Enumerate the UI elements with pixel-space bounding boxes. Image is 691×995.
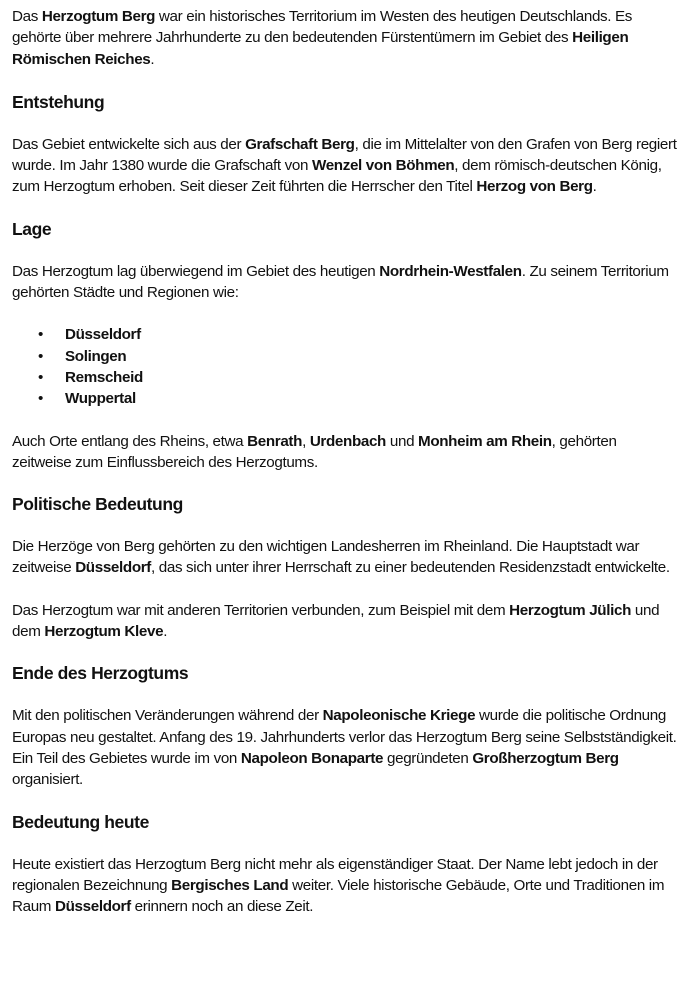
bold-term: Monheim am Rhein [418,432,552,450]
list-item [38,367,679,388]
bullet-icon: • [38,368,43,386]
lage-after-list-paragraph [12,431,679,474]
heading-ende-des-herzogtums: Ende des Herzogtums [12,663,189,684]
text-run: gegründeten [383,749,473,767]
text-run: und dem [12,601,660,641]
text-run: Das Herzogtum war mit anderen Territorien verbunden, zum Beispiel mit dem [12,601,510,619]
bullet-icon: • [38,390,43,408]
entstehung-paragraph [12,134,679,198]
text-run: , [302,432,310,450]
list-item [38,324,679,345]
bold-term: Urdenbach [309,432,386,450]
text-run: . [163,623,168,641]
politik-paragraph-1 [12,536,679,579]
bold-term: Napoleon Bonaparte [240,749,384,767]
bold-term: Herzogtum Kleve [44,623,164,641]
text-run: war ein historisches Territorium im Westen des heutigen Deutschlands. Es gehörte über mehrere Jahrhunderte zu den bedeutenden Fürstentümern im Gebiet des [12,8,633,47]
city-name: Remscheid [65,368,143,386]
heute-paragraph [12,854,679,918]
bold-term: Großherzogtum Berg [472,749,619,767]
bold-term: Bergisches Land [171,876,289,894]
text-run: organisiert. [12,771,83,789]
heading-entstehung: Entstehung [12,91,105,112]
text-run: Heute existiert das Herzogtum Berg nicht mehr als eigenständiger Staat. Der Name lebt jedoch in der regionalen Bezeichnung [12,855,658,894]
bold-term: Düsseldorf [75,559,152,577]
bold-term: Herzogtum Berg [41,8,156,25]
politik-paragraph-2 [12,600,679,643]
text-run: , die im Mittelalter von den Grafen von Berg regiert wurde. Im Jahr 1380 wurde die Grafschaft von [12,135,677,175]
text-run: , das sich unter ihrer Herrschaft zu einer bedeutenden Residenzstadt entwickelte. [151,559,670,577]
bold-term: Grafschaft Berg [245,135,355,153]
city-name: Düsseldorf [65,326,141,344]
bold-term: Napoleonische Kriege [322,707,476,725]
text-run: Das Herzogtum lag überwiegend im Gebiet des heutigen [12,262,380,280]
text-run: erinnern noch an diese Zeit. [130,898,314,916]
text-run: weiter. Viele historische Gebäude, Orte und Traditionen im Raum [12,876,665,916]
city-name: Wuppertal [65,390,136,408]
text-run: und [386,432,419,450]
text-run: Auch Orte entlang des Rheins, etwa [12,432,248,450]
bold-term: Benrath [247,432,303,450]
text-run: . Zu seinem Territorium gehörten Städte und Regionen wie: [12,262,669,302]
bold-term: Heiligen Römischen Reiches [12,29,629,68]
bold-term: Düsseldorf [54,898,131,916]
intro-paragraph [12,6,679,70]
lage-paragraph [12,261,679,304]
heading-politische-bedeutung: Politische Bedeutung [12,494,183,515]
bold-term: Herzog von Berg [476,178,593,196]
bold-term: Nordrhein-Westfalen [379,262,522,280]
text-run: Die Herzöge von Berg gehörten zu den wichtigen Landesherren im Rheinland. Die Hauptstadt war zeitweise [12,538,640,577]
text-run: Mit den politischen Veränderungen während der [12,707,323,725]
list-item [38,388,679,409]
ende-paragraph [12,705,679,790]
text-run: wurde die politische Ordnung Europas neu gestaltet. Anfang des 19. Jahrhunderts verlor das Herzogtum Berg seine Selbstständigkeit. Ein Teil des Gebietes wurde im von [12,707,677,767]
bold-term: Wenzel von Böhmen [311,157,455,175]
bold-term: Herzogtum Jülich [509,601,631,619]
text-run: Das Gebiet entwickelte sich aus der [12,135,246,153]
text-run: , gehörten zeitweise zum Einflussbereich des Herzogtums. [12,432,617,471]
text-run: . [592,178,597,196]
heading-lage: Lage [12,218,52,239]
city-name: Solingen [65,347,127,365]
bullet-icon: • [38,347,43,365]
bullet-icon: • [38,326,43,344]
text-run: , dem römisch-deutschen König, zum Herzogtum erhoben. Seit dieser Zeit führten die Herrscher den Titel [12,157,662,196]
text-run: . [150,50,155,68]
list-item [38,346,679,367]
text-run: Das [12,8,42,25]
city-list [12,324,679,409]
heading-bedeutung-heute: Bedeutung heute [12,811,149,832]
